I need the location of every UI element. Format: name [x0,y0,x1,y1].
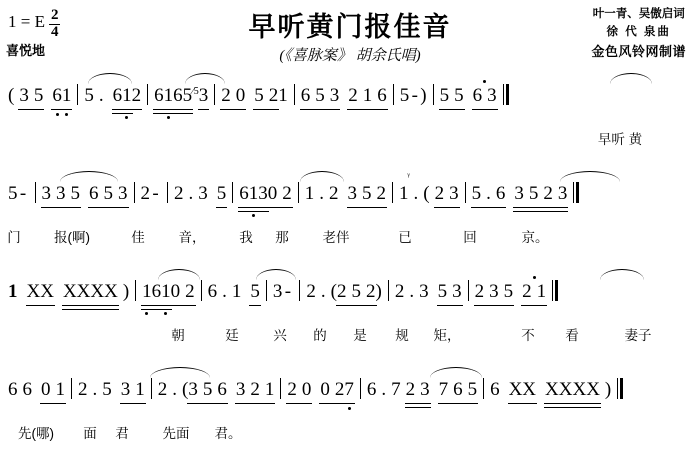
note-token: 1 [278,85,288,106]
lyric-syllable: 面 [83,426,97,441]
note-token: 2 0 [221,85,246,106]
note-token: ( [182,379,189,400]
lyric-syllable: 早听 黄 [597,132,643,147]
note-token: 1 [161,281,171,303]
note-token: 5 5 [439,85,464,106]
note-token: 2 1 6 [348,85,387,106]
note-token: 6 . 1 [207,281,242,302]
note-token: 5 3 [437,281,462,302]
note-token: 6 [173,85,183,106]
barline [134,182,135,203]
page-title: 早听黄门报佳音 [248,12,452,42]
barline [298,182,299,203]
note-token: 3 3 5 [41,183,80,204]
note-token: 0 2 [267,183,292,204]
barline [465,182,466,203]
credits-block [591,6,686,62]
sustain-dash: - [411,85,418,106]
section-end-barline [503,84,509,111]
lyric-syllable: 规 [395,328,409,343]
time-signature-numerator: 2 [50,7,59,23]
note-token: ) [604,379,612,400]
barline [214,84,215,105]
note-token: 1 [62,85,72,107]
sustain-dash: - [152,183,159,204]
lyric-syllable: 我 [239,230,253,245]
note-token: ( [8,85,15,106]
sustain-dash: - [19,183,27,204]
lyric-syllable: 音， [178,230,206,245]
lyrics-line-4 [0,422,700,448]
note-token: 5 [250,281,260,302]
lyric-syllable: 看 [565,328,579,343]
lyric-syllable: 先面 [162,426,190,441]
barline [35,182,36,203]
note-token: 6 6 [8,379,32,400]
note-token: 6 [52,85,62,107]
page-subtitle: (《喜脉案》 胡余氏唱) [279,48,421,64]
section-end-barline [573,182,579,209]
note-token: ) [420,85,427,106]
note-token: 6 5 3 [89,183,128,204]
credit-composer: 徐 代 泉曲 [606,25,671,38]
note-token: 5 [399,85,410,106]
credit-lyricists: 叶一青、吴傲启词 [592,8,685,20]
music-system-3 [0,280,700,372]
barline [299,280,300,301]
note-token: 0 2 [320,379,345,400]
notation-line-3 [0,280,700,324]
lyric-syllable: 门 [7,230,21,245]
sustain-dash: - [284,281,292,302]
tempo-mood-marking: 喜悦地 [6,43,46,58]
note-token: 2 . 3 [174,183,208,204]
note-token: 2 [131,85,142,106]
note-token: 2 1 [522,281,547,302]
lyric-syllable: 的 [313,328,327,343]
note-token: 7 [344,379,354,401]
lyric-syllable: 回 [463,230,477,245]
note-token: 0 1 [41,379,65,400]
barline [167,182,168,203]
note-token: 3 2 1 [235,379,275,400]
note-token: 3 5 [19,85,44,106]
note-token: 5 [8,183,18,204]
lyrics-line-3 [0,324,700,350]
barline [468,280,469,301]
note-token: 6 [151,281,162,302]
music-system-1 [0,84,700,176]
note-token: ( [423,183,430,204]
lyric-syllable: 报(啊) [54,230,90,245]
note-token: 2 . 3 [394,281,429,302]
note-token: 2 . 5 [78,379,112,400]
note-token: 6 3 [472,85,497,106]
barline [201,280,202,301]
lyrics-line-2 [0,226,700,252]
note-token: 3 1 [120,379,145,400]
lyric-syllable: 佳 [131,230,145,245]
barline [388,280,389,301]
note-token: 2 . [157,379,177,400]
lyric-syllable: 君 [115,426,129,441]
note-token: ᵞ 1 . [399,171,419,204]
lyrics-line-1 [0,128,700,154]
notation-line-4 [0,378,700,422]
lyric-syllable: 矩， [433,328,461,343]
note-token: 2 . [306,281,326,302]
note-token: XXXX [62,281,118,302]
section-end-barline [552,280,558,307]
lyric-syllable: 老伴 [322,230,350,245]
note-token: 6 . 7 [366,379,401,400]
key-signature-text: 1 = E [8,12,45,31]
note-token: 1 . 2 [304,183,339,204]
barline [393,84,394,105]
barline [433,84,434,105]
note-token: 1 [122,85,132,107]
barline [266,280,267,301]
note-token: 2 3 5 [474,281,514,302]
time-signature-denominator: 4 [50,23,59,40]
note-token: 5 . [84,85,104,106]
note-token: 2 0 [287,379,312,400]
lyric-syllable: 京。 [521,230,549,245]
note-token: 3 [198,85,209,106]
lyric-syllable: 朝 [171,328,185,343]
barline [360,378,361,399]
note-token: 6 [490,379,500,400]
barline [147,84,148,105]
note-token: 5 2 [254,85,279,106]
lyric-syllable: 廷 [225,328,239,343]
note-token: 6 [112,85,123,106]
note-token: 3 5 2 [347,183,386,204]
note-token: 5 . 6 [471,183,506,204]
note-token: 3 [258,183,268,204]
credit-publisher: 金色风铃网制谱 [591,43,686,59]
note-token: XX [508,379,537,400]
note-token: 3 [272,281,283,302]
barline [71,378,72,399]
lyric-syllable: 不 [521,328,535,343]
note-token: 2 5 2 [337,281,376,302]
sheet-header [0,0,700,78]
lyric-syllable: 先(哪) [18,426,54,441]
barline [483,378,484,399]
note-token: 0 2 [170,281,195,302]
lyric-syllable: 君。 [214,426,242,441]
lyric-syllable: 妻子 [624,328,652,343]
note-token: XXXX [545,379,600,400]
lyric-syllable: 那 [275,230,289,245]
note-token: 7 6 5 [438,379,478,400]
note-token: 1 [249,183,259,205]
music-system-2 [0,171,700,274]
note-token: 6 [239,183,249,204]
lyric-syllable: 是 [353,328,367,343]
lyric-syllable: 兴 [273,328,287,343]
notation-line-2 [0,171,700,226]
barline [151,378,152,399]
barline [232,182,233,203]
notation-line-1 [0,84,700,128]
barline [135,280,136,301]
barline [392,182,393,203]
music-system-4 [0,378,700,470]
note-token: 3 5 6 [188,379,227,400]
section-end-barline [617,378,623,405]
note-token: 2 3 [405,379,430,400]
note-token: ( [330,281,337,302]
barline [77,84,78,105]
note-token: ) [375,281,382,302]
barline [294,84,295,105]
note-token: 5 [182,85,193,106]
note-token: 2 3 [434,183,459,204]
note-token: ) [122,281,130,302]
note-token: 2 [140,183,150,204]
lyric-syllable: 已 [398,230,412,245]
note-token: 3 5 2 3 [514,183,568,204]
note-token: 6 [154,85,164,106]
note-token: 1 [142,281,152,303]
grace-note: ⁄5 [192,86,199,97]
note-token: 5 [216,183,227,204]
barline [280,378,281,399]
note-token: XX [26,281,54,302]
note-token: 6 5 3 [300,85,340,106]
note-token: 1 [164,85,174,107]
note-token: 1 [8,281,18,302]
